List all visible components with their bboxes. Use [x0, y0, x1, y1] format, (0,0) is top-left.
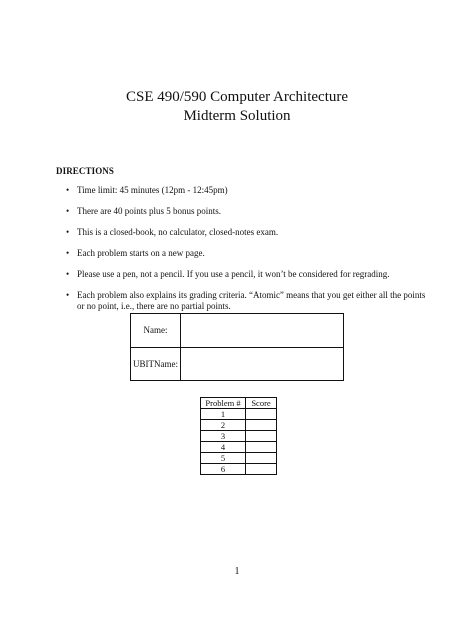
score-cell[interactable]: [246, 420, 277, 431]
bullet-icon: •: [66, 206, 70, 216]
directions-item-text: There are 40 points plus 5 bonus points.: [77, 206, 221, 216]
problem-number: 6: [201, 464, 246, 475]
name-field[interactable]: [181, 314, 344, 348]
problem-number: 3: [201, 431, 246, 442]
table-row: [201, 442, 277, 453]
title-line-course: CSE 490/590 Computer Architecture: [125, 89, 349, 105]
bullet-icon: •: [66, 269, 70, 279]
score-cell[interactable]: [246, 464, 277, 475]
directions-list: [64, 185, 430, 322]
title-line-exam: Midterm Solution: [183, 108, 291, 124]
problem-column-header: Problem #: [201, 398, 246, 409]
directions-heading: DIRECTIONS: [56, 166, 115, 176]
page-number: 1: [234, 566, 240, 577]
score-table: [200, 397, 277, 475]
directions-item-text: Each problem starts on a new page.: [77, 248, 205, 258]
document-title: [0, 88, 474, 126]
table-row: [201, 431, 277, 442]
bullet-icon: •: [66, 290, 70, 300]
directions-item-text: Time limit: 45 minutes (12pm - 12:45pm): [77, 185, 228, 195]
bullet-icon: •: [66, 248, 70, 258]
ubitname-field[interactable]: [181, 347, 344, 381]
table-row: [201, 409, 277, 420]
bullet-icon: •: [66, 227, 70, 237]
directions-item-text: Each problem also explains its grading criteria. “Atomic” means that you get either all the points or no point, i.e., there are no partial points.: [77, 290, 426, 311]
directions-item-grading: [64, 290, 430, 312]
directions-item-text: Please use a pen, not a pencil. If you use a pencil, it won’t be considered for regrading.: [77, 269, 390, 279]
score-column-header: Score: [246, 398, 277, 409]
score-cell[interactable]: [246, 453, 277, 464]
directions-item-text: This is a closed-book, no calculator, closed-notes exam.: [77, 227, 279, 237]
name-label: Name:: [131, 314, 181, 348]
table-row: [201, 420, 277, 431]
directions-item-new-page: [64, 248, 430, 259]
table-row: [201, 453, 277, 464]
score-table-header: [201, 398, 277, 409]
directions-item-points: [64, 206, 430, 217]
bullet-icon: •: [66, 185, 70, 195]
ubitname-label: UBITName:: [131, 347, 181, 381]
directions-item-closed-book: [64, 227, 430, 238]
directions-item-time-limit: [64, 185, 430, 196]
table-row: [201, 464, 277, 475]
problem-number: 4: [201, 442, 246, 453]
score-cell[interactable]: [246, 442, 277, 453]
name-row: [131, 314, 344, 348]
problem-number: 2: [201, 420, 246, 431]
directions-item-pen: [64, 269, 430, 280]
score-cell[interactable]: [246, 409, 277, 420]
ubitname-row: [131, 347, 344, 381]
problem-number: 1: [201, 409, 246, 420]
problem-number: 5: [201, 453, 246, 464]
student-info-table: [130, 313, 344, 381]
score-cell[interactable]: [246, 431, 277, 442]
